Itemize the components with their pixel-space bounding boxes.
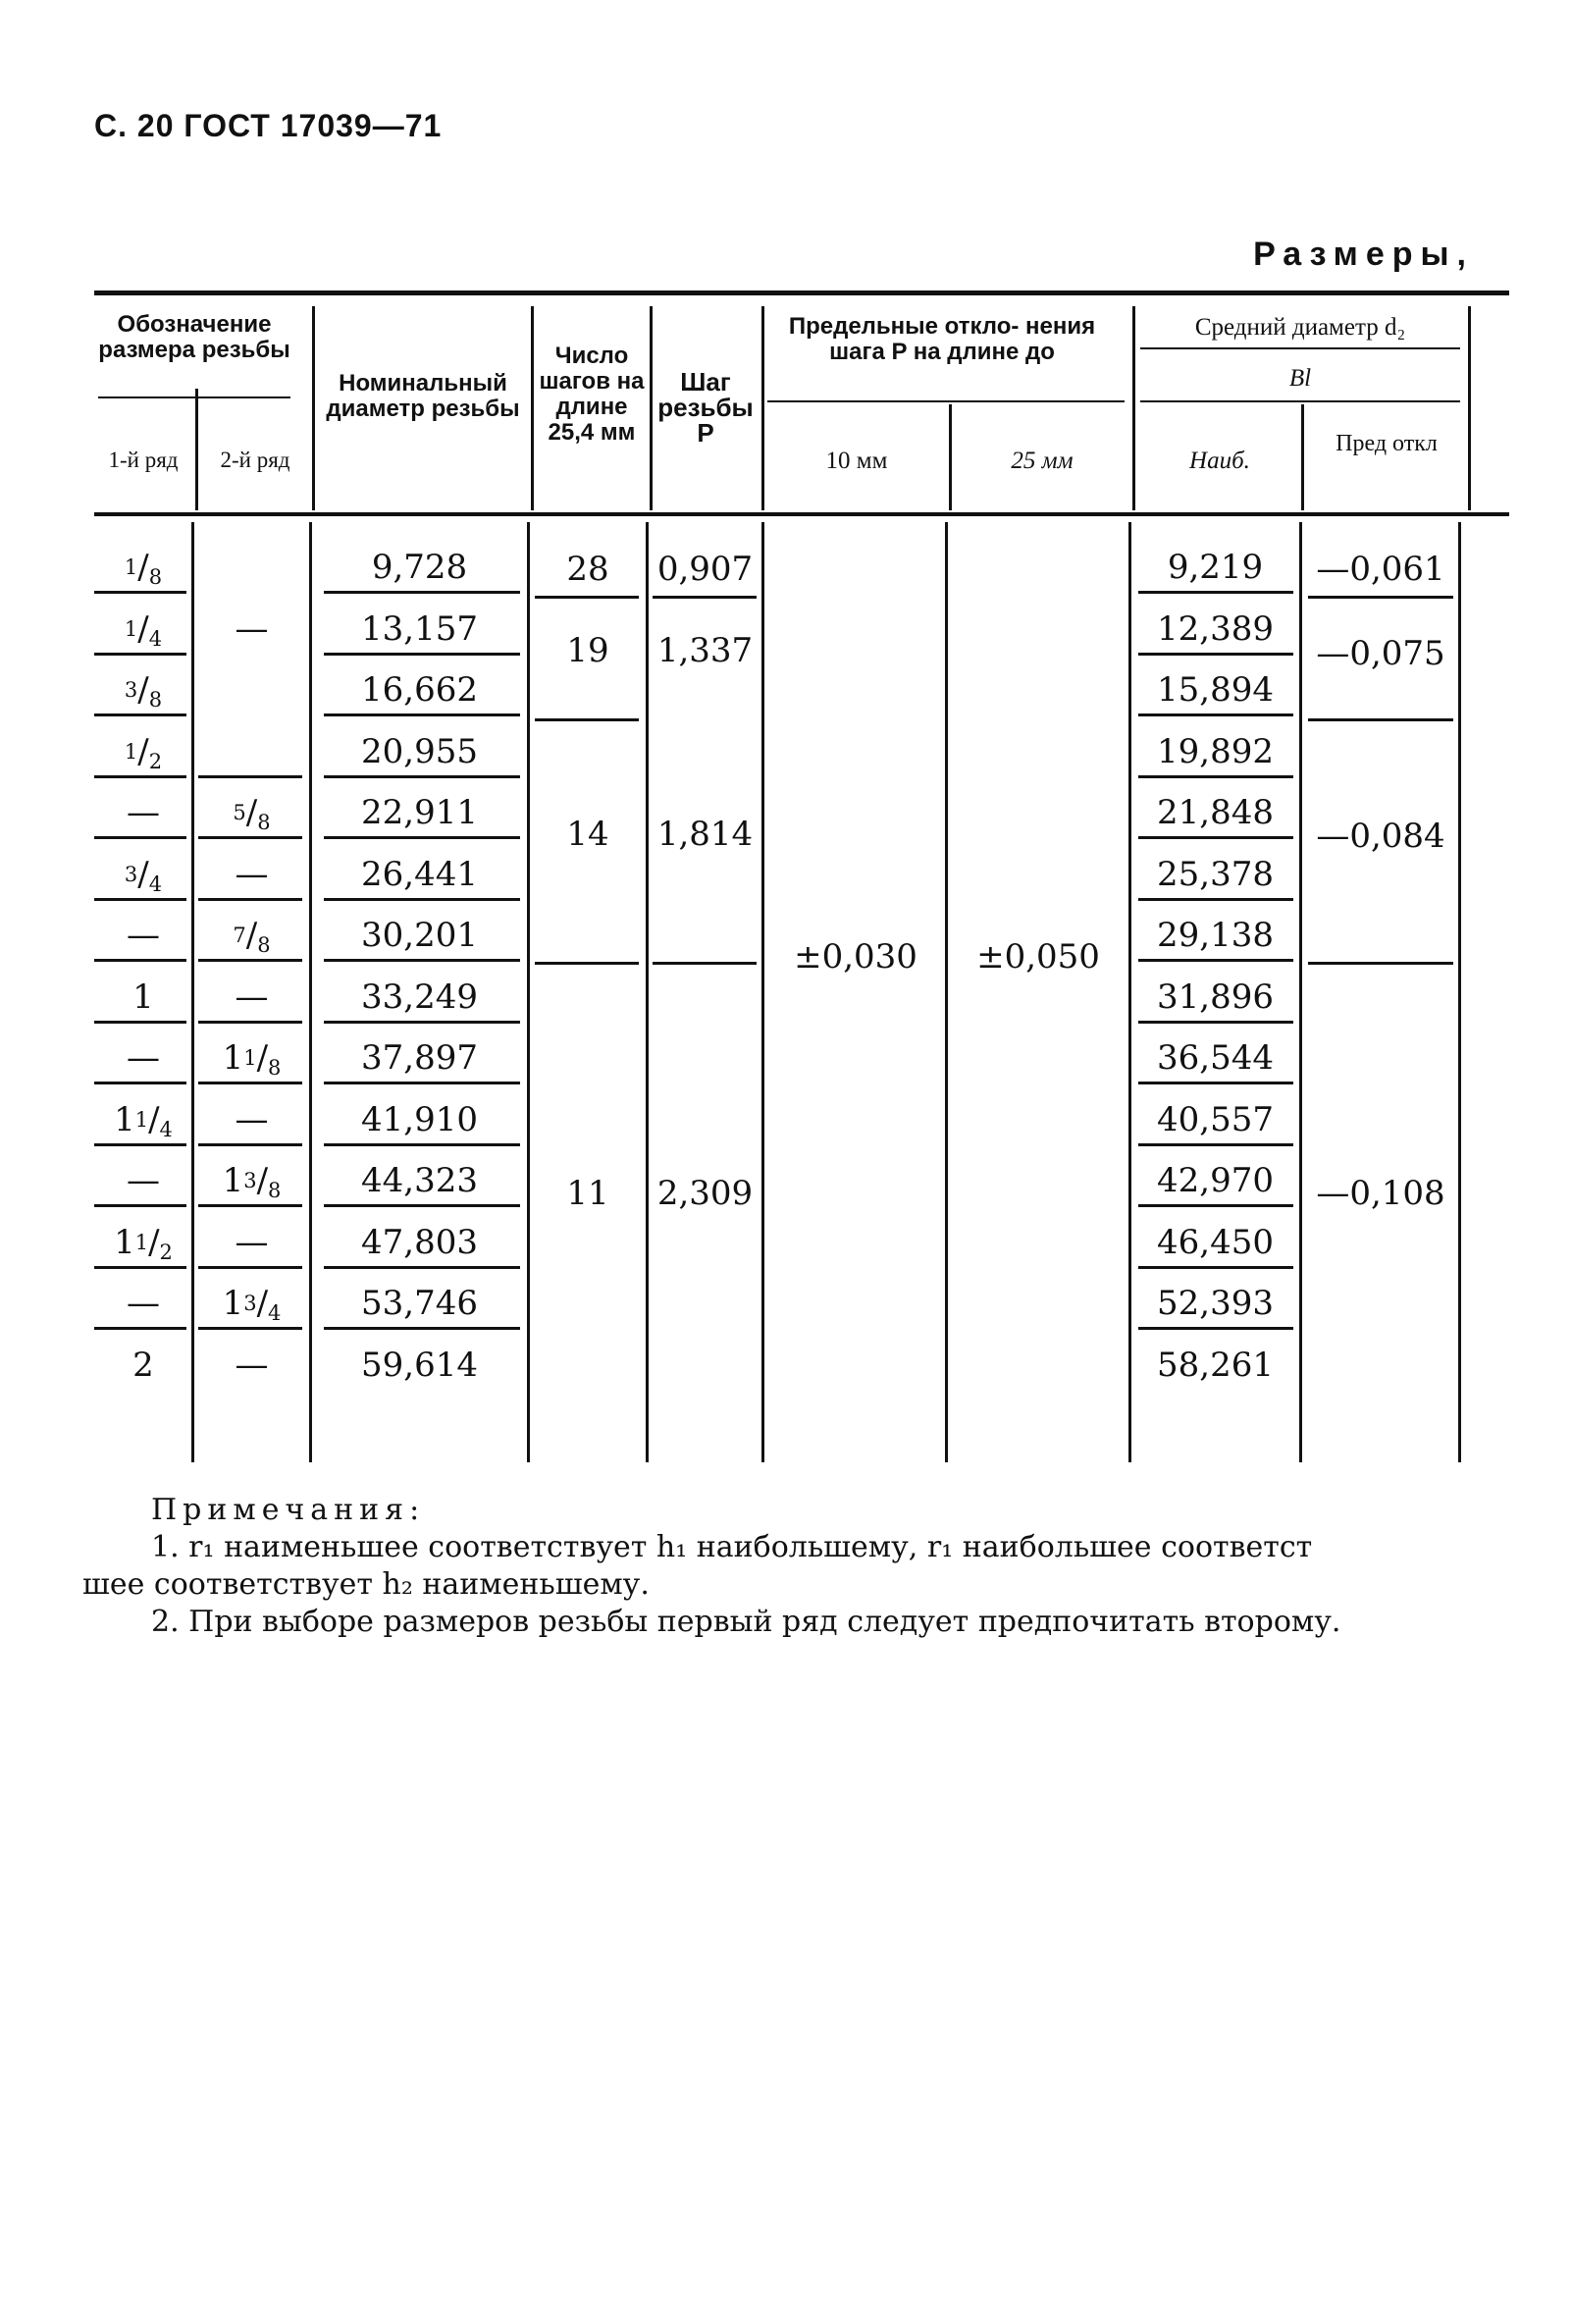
- steps-group-3: 14: [566, 815, 609, 854]
- header-pred: Пред откл: [1336, 431, 1438, 456]
- row1-cell: $^3/_8$: [124, 670, 163, 712]
- nominal-cell: 33,249: [361, 977, 478, 1017]
- row1-cell: $^1/_4$: [124, 609, 163, 651]
- dev25-value: ±0,050: [976, 937, 1100, 977]
- nominal-cell: 22,911: [361, 793, 478, 832]
- pred-group-2: —0,075: [1316, 634, 1445, 673]
- nominal-cell: 59,614: [361, 1346, 478, 1385]
- pitch-group-3: 1,814: [656, 815, 754, 854]
- note-2: 2. При выборе размеров резьбы первый ряд следует предпочитать второму.: [151, 1605, 1341, 1639]
- d2-cell: 52,393: [1157, 1284, 1274, 1323]
- page-header: С. 20 ГОСТ 17039—71: [94, 108, 443, 143]
- header-row2: 2-й ряд: [220, 448, 290, 472]
- d2-cell: 21,848: [1157, 793, 1274, 832]
- d2-cell: 19,892: [1157, 732, 1274, 771]
- row2-cell: $1^1/_8$: [222, 1038, 282, 1080]
- row1-cell: $1^1/_2$: [114, 1223, 173, 1264]
- notes: [82, 1492, 1456, 1641]
- row1-cell: $^1/_8$: [124, 548, 163, 589]
- header-steps: Число шагов на длине 25,4 мм: [539, 343, 645, 446]
- section-title: Размеры,: [1253, 236, 1474, 273]
- row1-cell: —: [127, 1284, 160, 1323]
- row2-cell: $1^3/_4$: [222, 1284, 282, 1325]
- nominal-cell: 53,746: [361, 1284, 478, 1323]
- row2-cell: $^7/_8$: [233, 916, 271, 957]
- nominal-cell: 30,201: [361, 916, 478, 955]
- header-designation: Обозначение размера резьбы: [98, 311, 290, 363]
- row1-cell: —: [127, 1038, 160, 1078]
- header-nominal: Номинальный диаметр резьбы: [326, 370, 520, 422]
- row1-cell: 1: [132, 977, 154, 1017]
- nominal-cell: 44,323: [361, 1161, 478, 1200]
- d2-cell: 40,557: [1157, 1100, 1274, 1139]
- d2-cell: 46,450: [1157, 1223, 1274, 1262]
- row2-cell: $^5/_8$: [233, 793, 271, 834]
- header-max: Наиб.: [1189, 448, 1250, 474]
- header-bottom-rule: [94, 512, 1509, 516]
- nominal-cell: 20,955: [361, 732, 478, 771]
- header-dev10: 10 мм: [825, 448, 888, 474]
- table-top-rule: [94, 290, 1509, 295]
- nominal-cell: 37,897: [361, 1038, 478, 1078]
- nominal-cell: 41,910: [361, 1100, 478, 1139]
- d2-cell: 12,389: [1157, 609, 1274, 649]
- row2-cell: —: [235, 1223, 269, 1262]
- row2-cell: —: [235, 1100, 269, 1139]
- steps-group-4: 11: [566, 1174, 609, 1213]
- row2-cell: —: [235, 855, 269, 894]
- header-mean-diam: Средний диаметр d₂: [1194, 314, 1406, 341]
- steps-group-1: 28: [566, 550, 609, 589]
- d2-cell: 42,970: [1157, 1161, 1274, 1200]
- pred-group-4: —0,108: [1316, 1174, 1445, 1213]
- header-dev25: 25 мм: [1011, 448, 1074, 474]
- row2-cell: —: [235, 977, 269, 1017]
- row1-cell: —: [127, 1161, 160, 1200]
- pred-group-3: —0,084: [1316, 817, 1445, 856]
- row1-cell: —: [127, 916, 160, 955]
- header-row1: 1-й ряд: [108, 448, 179, 472]
- header-bl: Bl: [1288, 365, 1312, 392]
- header-deviations: Предельные откло- нения шага P на длине до: [788, 313, 1096, 365]
- pred-group-1: —0,061: [1316, 550, 1445, 589]
- header-pitch: Шаг резьбы P: [657, 367, 754, 448]
- d2-cell: 29,138: [1157, 916, 1274, 955]
- nominal-cell: 26,441: [361, 855, 478, 894]
- row2-cell: $1^3/_8$: [222, 1161, 282, 1202]
- row1-cell: $^1/_2$: [124, 732, 163, 773]
- row1-cell: $^3/_4$: [124, 855, 163, 896]
- nominal-cell: 16,662: [361, 670, 478, 710]
- d2-cell: 36,544: [1157, 1038, 1274, 1078]
- nominal-cell: 13,157: [361, 609, 478, 649]
- notes-title: Примечания:: [151, 1493, 426, 1527]
- d2-cell: 25,378: [1157, 855, 1274, 894]
- row2-cell: —: [235, 609, 269, 649]
- row1-cell: —: [127, 793, 160, 832]
- nominal-cell: 47,803: [361, 1223, 478, 1262]
- d2-cell: 58,261: [1157, 1346, 1274, 1385]
- nominal-cell: 9,728: [371, 548, 468, 587]
- pitch-group-4: 2,309: [656, 1174, 754, 1213]
- d2-cell: 15,894: [1157, 670, 1274, 710]
- note-1-line-2: шее соответствует h₂ наименьшему.: [82, 1567, 650, 1602]
- row1-cell: $1^1/_4$: [114, 1100, 173, 1141]
- note-1-line-1: 1. r₁ наименьшее соответствует h₁ наибольшему, r₁ наибольшее соответст: [151, 1530, 1313, 1564]
- d2-cell: 9,219: [1167, 548, 1264, 587]
- dev10-value: ±0,030: [794, 937, 917, 977]
- row1-cell: 2: [132, 1346, 154, 1385]
- pitch-group-1: 0,907: [656, 550, 754, 589]
- d2-cell: 31,896: [1157, 977, 1274, 1017]
- pitch-group-2: 1,337: [656, 631, 754, 670]
- row2-cell: —: [235, 1346, 269, 1385]
- steps-group-2: 19: [566, 631, 609, 670]
